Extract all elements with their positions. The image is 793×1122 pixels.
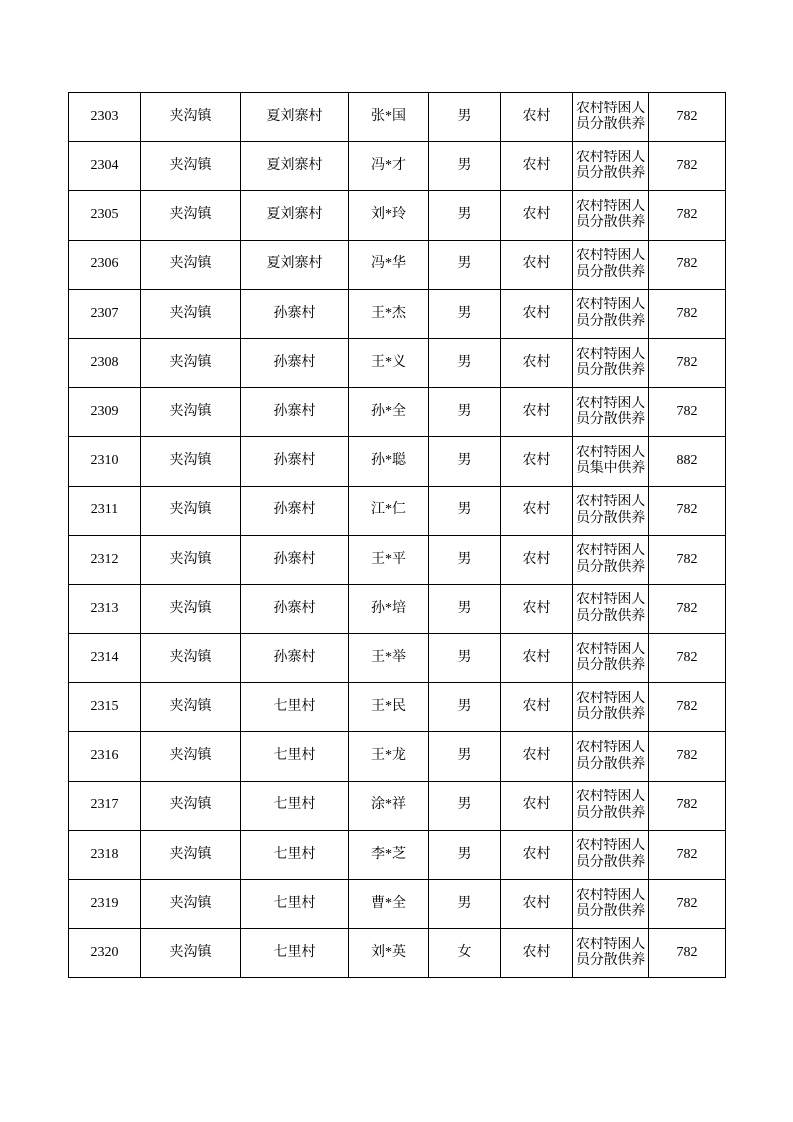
cell-serial-number: 2313 — [69, 584, 141, 633]
assistance-category-text: 农村特困人员分散供养 — [576, 789, 645, 821]
cell-town: 夹沟镇 — [141, 486, 241, 535]
cell-person-name: 孙*全 — [349, 388, 429, 437]
cell-town: 夹沟镇 — [141, 535, 241, 584]
cell-gender: 女 — [429, 929, 501, 978]
cell-household-type: 农村 — [501, 338, 573, 387]
cell-serial-number: 2306 — [69, 240, 141, 289]
cell-village: 夏刘寨村 — [241, 93, 349, 142]
table-row — [69, 486, 726, 535]
cell-serial-number: 2311 — [69, 486, 141, 535]
cell-assistance-category — [573, 338, 649, 387]
cell-town: 夹沟镇 — [141, 191, 241, 240]
cell-village: 孙寨村 — [241, 437, 349, 486]
cell-assistance-category — [573, 683, 649, 732]
cell-village: 孙寨村 — [241, 338, 349, 387]
cell-amount: 882 — [649, 437, 726, 486]
cell-assistance-category — [573, 781, 649, 830]
cell-amount: 782 — [649, 240, 726, 289]
cell-serial-number: 2308 — [69, 338, 141, 387]
cell-village: 孙寨村 — [241, 584, 349, 633]
assistance-category-text: 农村特困人员分散供养 — [576, 248, 645, 280]
cell-assistance-category — [573, 732, 649, 781]
cell-town: 夹沟镇 — [141, 732, 241, 781]
cell-gender: 男 — [429, 93, 501, 142]
cell-assistance-category — [573, 289, 649, 338]
cell-serial-number: 2312 — [69, 535, 141, 584]
assistance-category-text: 农村特困人员分散供养 — [576, 198, 645, 231]
cell-household-type: 农村 — [501, 142, 573, 191]
cell-serial-number: 2304 — [69, 142, 141, 191]
cell-household-type: 农村 — [501, 732, 573, 781]
table-row — [69, 338, 726, 387]
cell-amount: 782 — [649, 929, 726, 978]
cell-village: 七里村 — [241, 732, 349, 781]
cell-town: 夹沟镇 — [141, 388, 241, 437]
cell-amount: 782 — [649, 634, 726, 683]
table-body — [69, 93, 726, 978]
assistance-recipients-table — [68, 92, 726, 978]
cell-assistance-category — [573, 584, 649, 633]
cell-gender: 男 — [429, 830, 501, 879]
table-row — [69, 289, 726, 338]
cell-serial-number: 2307 — [69, 289, 141, 338]
cell-person-name: 孙*聪 — [349, 437, 429, 486]
cell-household-type: 农村 — [501, 535, 573, 584]
cell-person-name: 王*龙 — [349, 732, 429, 781]
assistance-category-text: 农村特困人员分散供养 — [576, 297, 645, 329]
cell-person-name: 孙*培 — [349, 584, 429, 633]
table-row — [69, 683, 726, 732]
cell-person-name: 涂*祥 — [349, 781, 429, 830]
cell-serial-number: 2305 — [69, 191, 141, 240]
cell-serial-number: 2320 — [69, 929, 141, 978]
cell-gender: 男 — [429, 338, 501, 387]
table-row — [69, 93, 726, 142]
cell-village: 七里村 — [241, 830, 349, 879]
cell-serial-number: 2314 — [69, 634, 141, 683]
cell-village: 夏刘寨村 — [241, 191, 349, 240]
table-row — [69, 240, 726, 289]
assistance-category-text: 农村特困人员分散供养 — [576, 395, 645, 428]
cell-assistance-category — [573, 486, 649, 535]
cell-town: 夹沟镇 — [141, 584, 241, 633]
cell-town: 夹沟镇 — [141, 142, 241, 191]
assistance-category-text: 农村特困人员分散供养 — [576, 494, 645, 526]
cell-assistance-category — [573, 240, 649, 289]
cell-assistance-category — [573, 830, 649, 879]
cell-amount: 782 — [649, 535, 726, 584]
assistance-category-text: 农村特困人员分散供养 — [576, 592, 645, 624]
cell-serial-number: 2318 — [69, 830, 141, 879]
cell-person-name: 刘*玲 — [349, 191, 429, 240]
cell-assistance-category — [573, 880, 649, 929]
cell-amount: 782 — [649, 732, 726, 781]
cell-town: 夹沟镇 — [141, 93, 241, 142]
cell-gender: 男 — [429, 486, 501, 535]
cell-serial-number: 2310 — [69, 437, 141, 486]
cell-amount: 782 — [649, 683, 726, 732]
table-row — [69, 634, 726, 683]
cell-assistance-category — [573, 929, 649, 978]
table-row — [69, 191, 726, 240]
cell-gender: 男 — [429, 535, 501, 584]
cell-amount: 782 — [649, 388, 726, 437]
cell-town: 夹沟镇 — [141, 289, 241, 338]
cell-town: 夹沟镇 — [141, 683, 241, 732]
table-row — [69, 732, 726, 781]
cell-amount: 782 — [649, 830, 726, 879]
cell-assistance-category — [573, 93, 649, 142]
cell-household-type: 农村 — [501, 830, 573, 879]
table-row — [69, 388, 726, 437]
cell-household-type: 农村 — [501, 880, 573, 929]
assistance-category-text: 农村特困人员分散供养 — [576, 641, 645, 674]
cell-amount: 782 — [649, 191, 726, 240]
cell-gender: 男 — [429, 437, 501, 486]
cell-town: 夹沟镇 — [141, 338, 241, 387]
cell-serial-number: 2316 — [69, 732, 141, 781]
cell-assistance-category — [573, 388, 649, 437]
cell-serial-number: 2309 — [69, 388, 141, 437]
assistance-category-text: 农村特困人员分散供养 — [576, 346, 645, 379]
table-row — [69, 535, 726, 584]
cell-household-type: 农村 — [501, 191, 573, 240]
cell-village: 七里村 — [241, 683, 349, 732]
cell-person-name: 王*义 — [349, 338, 429, 387]
assistance-category-text: 农村特困人员分散供养 — [576, 543, 645, 575]
cell-assistance-category — [573, 191, 649, 240]
assistance-category-text: 农村特困人员分散供养 — [576, 100, 645, 133]
cell-household-type: 农村 — [501, 486, 573, 535]
cell-amount: 782 — [649, 142, 726, 191]
cell-person-name: 冯*华 — [349, 240, 429, 289]
cell-gender: 男 — [429, 191, 501, 240]
cell-household-type: 农村 — [501, 289, 573, 338]
assistance-category-text: 农村特困人员分散供养 — [576, 740, 645, 772]
cell-household-type: 农村 — [501, 683, 573, 732]
cell-household-type: 农村 — [501, 781, 573, 830]
cell-serial-number: 2303 — [69, 93, 141, 142]
cell-serial-number: 2315 — [69, 683, 141, 732]
cell-household-type: 农村 — [501, 584, 573, 633]
cell-gender: 男 — [429, 781, 501, 830]
assistance-category-text: 农村特困人员分散供养 — [576, 887, 645, 920]
table-row — [69, 142, 726, 191]
cell-town: 夹沟镇 — [141, 437, 241, 486]
cell-assistance-category — [573, 535, 649, 584]
table-row — [69, 830, 726, 879]
cell-gender: 男 — [429, 880, 501, 929]
assistance-category-text: 农村特困人员分散供养 — [576, 149, 645, 182]
cell-town: 夹沟镇 — [141, 634, 241, 683]
cell-village: 孙寨村 — [241, 634, 349, 683]
cell-town: 夹沟镇 — [141, 781, 241, 830]
cell-amount: 782 — [649, 486, 726, 535]
cell-person-name: 刘*英 — [349, 929, 429, 978]
cell-village: 孙寨村 — [241, 289, 349, 338]
cell-gender: 男 — [429, 240, 501, 289]
cell-household-type: 农村 — [501, 388, 573, 437]
cell-village: 夏刘寨村 — [241, 142, 349, 191]
cell-amount: 782 — [649, 289, 726, 338]
cell-amount: 782 — [649, 584, 726, 633]
cell-gender: 男 — [429, 634, 501, 683]
cell-village: 七里村 — [241, 929, 349, 978]
cell-person-name: 王*举 — [349, 634, 429, 683]
cell-village: 孙寨村 — [241, 388, 349, 437]
cell-assistance-category — [573, 437, 649, 486]
cell-person-name: 王*杰 — [349, 289, 429, 338]
cell-person-name: 冯*才 — [349, 142, 429, 191]
cell-household-type: 农村 — [501, 240, 573, 289]
table-row — [69, 929, 726, 978]
cell-person-name: 江*仁 — [349, 486, 429, 535]
assistance-category-text: 农村特困人员集中供养 — [576, 444, 645, 477]
cell-village: 孙寨村 — [241, 535, 349, 584]
cell-serial-number: 2317 — [69, 781, 141, 830]
cell-gender: 男 — [429, 388, 501, 437]
cell-person-name: 王*民 — [349, 683, 429, 732]
cell-amount: 782 — [649, 880, 726, 929]
cell-village: 七里村 — [241, 781, 349, 830]
cell-assistance-category — [573, 142, 649, 191]
table-row — [69, 437, 726, 486]
cell-household-type: 农村 — [501, 929, 573, 978]
cell-person-name: 曹*全 — [349, 880, 429, 929]
cell-gender: 男 — [429, 289, 501, 338]
assistance-category-text: 农村特困人员分散供养 — [576, 936, 645, 969]
cell-amount: 782 — [649, 781, 726, 830]
cell-gender: 男 — [429, 732, 501, 781]
cell-village: 七里村 — [241, 880, 349, 929]
cell-gender: 男 — [429, 683, 501, 732]
assistance-category-text: 农村特困人员分散供养 — [576, 690, 645, 723]
cell-household-type: 农村 — [501, 634, 573, 683]
cell-amount: 782 — [649, 93, 726, 142]
cell-person-name: 张*国 — [349, 93, 429, 142]
cell-town: 夹沟镇 — [141, 830, 241, 879]
cell-town: 夹沟镇 — [141, 240, 241, 289]
cell-household-type: 农村 — [501, 437, 573, 486]
cell-household-type: 农村 — [501, 93, 573, 142]
cell-village: 夏刘寨村 — [241, 240, 349, 289]
cell-gender: 男 — [429, 142, 501, 191]
cell-amount: 782 — [649, 338, 726, 387]
cell-person-name: 王*平 — [349, 535, 429, 584]
cell-assistance-category — [573, 634, 649, 683]
assistance-category-text: 农村特困人员分散供养 — [576, 838, 645, 870]
table-row — [69, 584, 726, 633]
cell-town: 夹沟镇 — [141, 880, 241, 929]
table-row — [69, 880, 726, 929]
table-row — [69, 781, 726, 830]
cell-person-name: 李*芝 — [349, 830, 429, 879]
cell-gender: 男 — [429, 584, 501, 633]
cell-town: 夹沟镇 — [141, 929, 241, 978]
cell-village: 孙寨村 — [241, 486, 349, 535]
cell-serial-number: 2319 — [69, 880, 141, 929]
